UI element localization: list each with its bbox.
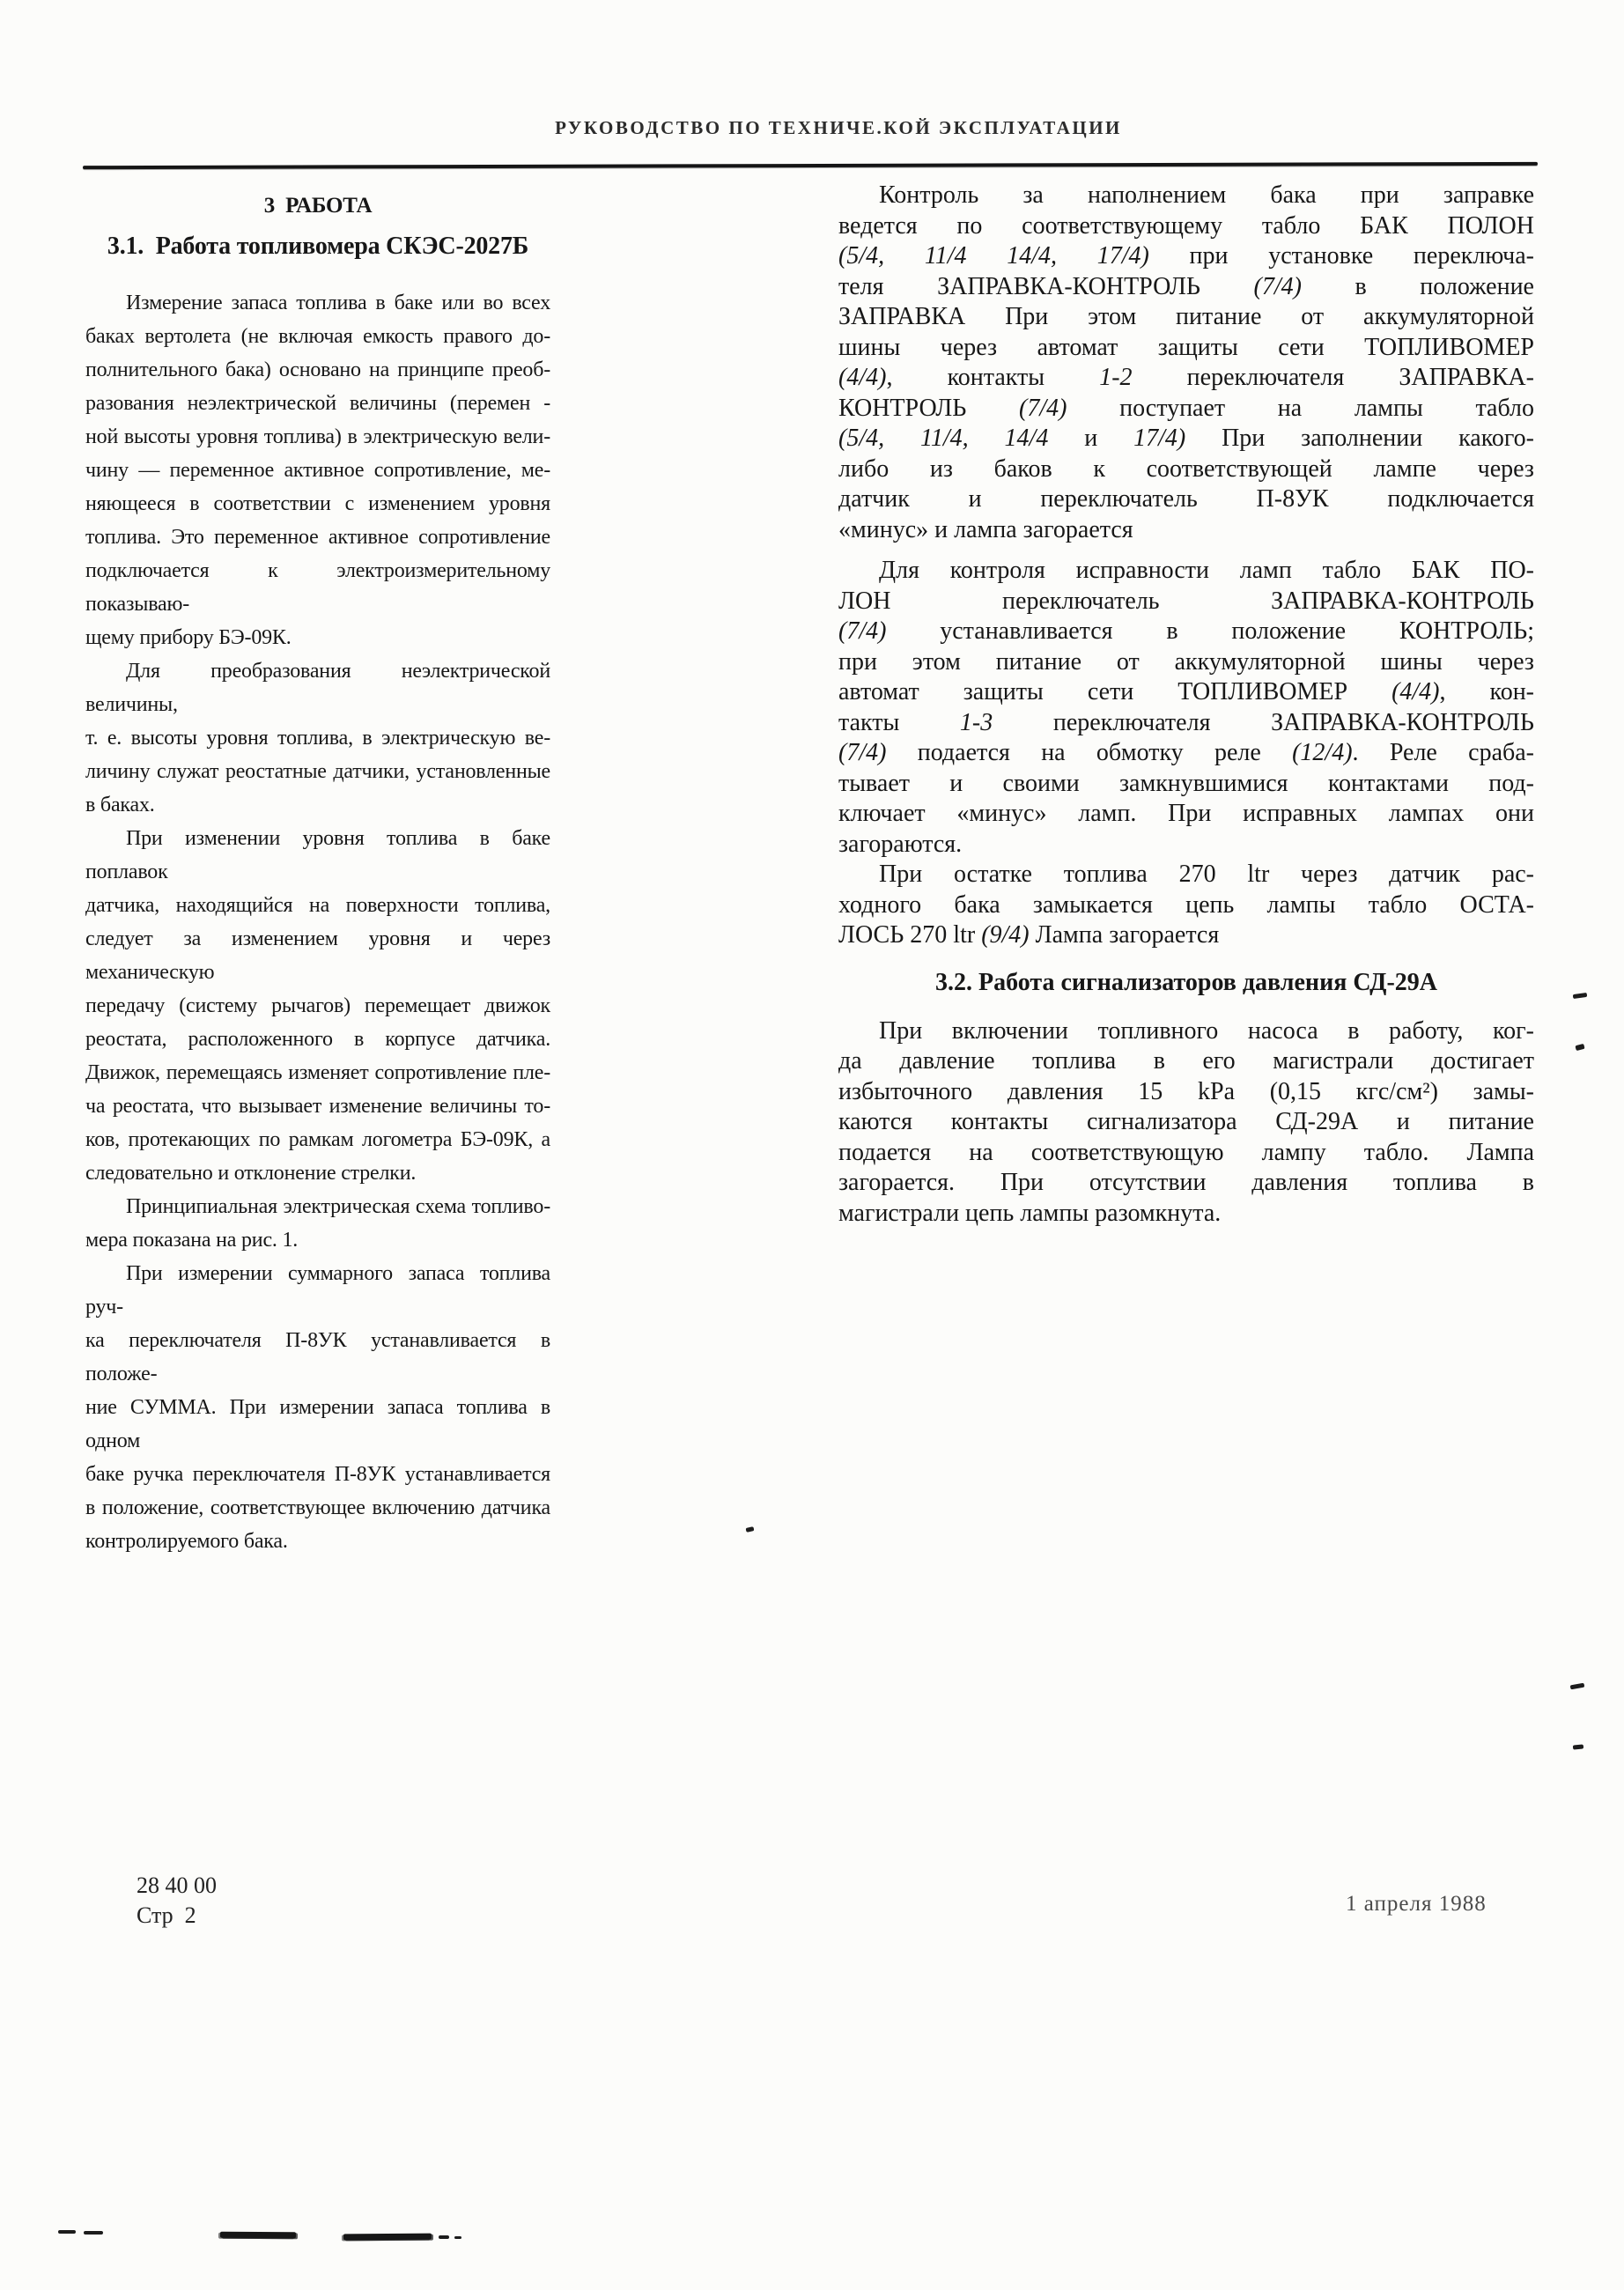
text-line: ной высоты уровня топлива) в электрическую вели-: [85, 425, 550, 448]
text-line: контролируемого бака.: [85, 1530, 288, 1553]
text-line: мера показана на рис. 1.: [85, 1229, 299, 1252]
text-line: баках вертолета (не включая емкость правого до-: [85, 325, 550, 348]
text-line: Для преобразования неэлектрической величины,: [85, 660, 550, 716]
right-column: [838, 181, 1534, 1229]
text-line: щему прибору БЭ-09К.: [85, 626, 292, 649]
text-line: загорается. При отсутствии давления топлива в: [838, 1169, 1534, 1196]
scan-artifact-bottom-smudge: [220, 2232, 296, 2239]
text-line: баке ручка переключателя П-8УК устанавливается: [85, 1463, 550, 1486]
scan-artifact-right-margin: [1573, 993, 1588, 999]
text-line: ходного бака замыкается цепь лампы табло ОСТА-: [838, 890, 1534, 919]
paragraph-switch-summa: [85, 1257, 550, 1558]
text-line: ведется по соответствующему табло БАК ПОЛОН: [838, 211, 1534, 240]
paragraph-measure-principle: [85, 286, 550, 654]
text-line: разования неэлектрической величины (перемен -: [85, 392, 550, 415]
paragraph-schematic-ref: [85, 1190, 550, 1257]
text-line: Движок, перемещаясь изменяет сопротивление пле-: [85, 1061, 550, 1084]
text-line: при этом питание от аккумуляторной шины через: [838, 647, 1534, 676]
text-line: реостата, расположенного в корпусе датчика.: [85, 1028, 550, 1051]
scan-artifact-bottom: [58, 2230, 76, 2234]
text-line: ЗАПРАВКА При этом питание от аккумуляторной: [838, 303, 1534, 330]
text-line: такты 1-3 переключателя ЗАПРАВКА-КОНТРОЛЬ: [838, 708, 1534, 736]
text-line: полнительного бака) основано на принципе преоб-: [85, 358, 550, 381]
text-line: датчик и переключатель П-8УК подключается: [838, 485, 1534, 513]
scan-artifact-right-margin: [1570, 1683, 1585, 1690]
text-line: Измерение запаса топлива в баке или во всех: [126, 292, 550, 314]
text-line: передачу (систему рычагов) перемещает движок: [85, 994, 550, 1017]
text-line: теля ЗАПРАВКА-КОНТРОЛЬ (7/4) в положение: [838, 272, 1534, 300]
text-line: магистрали цепь лампы разомкнута.: [838, 1199, 1222, 1227]
text-line: При измерении суммарного запаса топлива руч-: [85, 1262, 550, 1319]
text-line: шины через автомат защиты сети ТОПЛИВОМЕР: [838, 333, 1534, 361]
text-line: При включении топливного насоса в работу, ког-: [879, 1016, 1534, 1045]
text-line: каются контакты сигнализатора СД-29А и питание: [838, 1108, 1534, 1135]
scan-artifact-speck: [746, 1526, 755, 1533]
text-line: Контроль за наполнением бака при заправке: [879, 181, 1534, 209]
footer-doc-code: 28 40 00: [137, 1873, 217, 1898]
paragraph-rheostat-sensors: [85, 654, 550, 822]
scan-artifact-right-margin: [1575, 1044, 1584, 1051]
scan-artifact-bottom: [439, 2235, 449, 2239]
text-line: ние СУММА. При измерении запаса топлива в одном: [85, 1396, 550, 1452]
footer-left: [137, 1871, 217, 1931]
text-line: При остатке топлива 270 ltr через датчик рас-: [879, 861, 1534, 888]
left-column: [85, 189, 550, 1558]
scan-artifact-bottom-smudge: [343, 2234, 432, 2241]
text-line: ка переключателя П-8УК устанавливается в положе-: [85, 1329, 550, 1385]
text-line: «минус» и лампа загорается: [838, 515, 1133, 543]
text-line: топлива. Это переменное активное сопротивление: [85, 526, 550, 549]
paragraph-fuel-remainder: [838, 860, 1534, 951]
text-line: ключает «минус» ламп. При исправных лампах они: [838, 800, 1534, 827]
paragraph-float-operation: [85, 822, 550, 1190]
running-header: РУКОВОДСТВО ПО ТЕХНИЧЕ.КОЙ ЭКСПЛУАТАЦИИ: [555, 117, 1122, 138]
section-heading: 3 РАБОТА: [263, 194, 373, 218]
scan-artifact-bottom: [84, 2231, 103, 2235]
footer-date: 1 апреля 1988: [1346, 1892, 1487, 1916]
text-line: загораются.: [838, 830, 963, 858]
text-line: да давление топлива в его магистрали достигает: [838, 1047, 1534, 1075]
subsection-heading-3-2: 3.2. Работа сигнализаторов давления СД-29А: [935, 968, 1437, 996]
text-line: (7/4) устанавливается в положение КОНТРОЛЬ;: [838, 617, 1534, 645]
text-line: либо из баков к соответствующей лампе через: [838, 454, 1534, 483]
paragraph-lamp-serviceability: [838, 556, 1534, 860]
text-line: в положение, соответствующее включению датчика: [85, 1496, 550, 1519]
text-line: няющееся в соответствии с изменением уровня: [85, 492, 550, 515]
text-line: следует за изменением уровня и через механическую: [85, 927, 550, 984]
text-line: (5/4, 11/4 14/4, 17/4) при установке переключа-: [838, 242, 1535, 270]
text-line: автомат защиты сети ТОПЛИВОМЕР (4/4), кон-: [838, 678, 1534, 705]
text-line: (5/4, 11/4, 14/4 и 17/4) При заполнении какого-: [838, 425, 1534, 452]
text-line: Для контроля исправности ламп табло БАК ПО-: [879, 557, 1534, 584]
paragraph-tank-filling-control: [838, 181, 1534, 545]
footer-page-number: Стр 2: [137, 1902, 196, 1928]
text-line: личину служат реостатные датчики, установленные: [85, 760, 550, 783]
text-line: ЛОН переключатель ЗАПРАВКА-КОНТРОЛЬ: [838, 587, 1534, 615]
scan-artifact-right-margin: [1573, 1744, 1583, 1749]
text-line: Принципиальная электрическая схема топливо-: [126, 1195, 550, 1218]
text-line: тывает и своими замкнувшимися контактами под-: [838, 769, 1534, 797]
text-line: ков, протекающих по рамкам логометра БЭ-09К, а: [85, 1128, 550, 1151]
text-line: датчика, находящийся на поверхности топлива,: [85, 894, 550, 917]
text-line: избыточного давления 15 kPa (0,15 кгс/см²) замы-: [838, 1077, 1534, 1105]
text-line: подается на соответствующую лампу табло. Лампа: [838, 1138, 1534, 1166]
text-line: т. е. высоты уровня топлива, в электрическую ве-: [85, 727, 550, 750]
text-line: в баках.: [85, 794, 155, 816]
scan-artifact-bottom: [454, 2236, 461, 2239]
text-line: ЛОСЬ 270 ltr (9/4) Лампа загорается: [838, 921, 1220, 949]
text-line: подключается к электроизмерительному показываю-: [85, 559, 550, 616]
header-rule: [83, 162, 1538, 169]
text-line: ча реостата, что вызывает изменение величины то-: [85, 1095, 550, 1118]
text-line: (7/4) подается на обмотку реле (12/4). Реле сраба-: [838, 739, 1535, 766]
text-line: чину — переменное активное сопротивление, ме-: [85, 459, 550, 482]
text-line: КОНТРОЛЬ (7/4) поступает на лампы табло: [838, 394, 1534, 422]
paragraph-pressure-signaller: [838, 1016, 1534, 1230]
text-line: следовательно и отклонение стрелки.: [85, 1162, 417, 1185]
subsection-heading-3-1: 3.1. Работа топливомера СКЭС-2027Б: [107, 233, 529, 260]
text-line: (4/4), контакты 1-2 переключателя ЗАПРАВКА-: [838, 364, 1534, 391]
text-line: При изменении уровня топлива в баке поплавок: [85, 827, 550, 883]
